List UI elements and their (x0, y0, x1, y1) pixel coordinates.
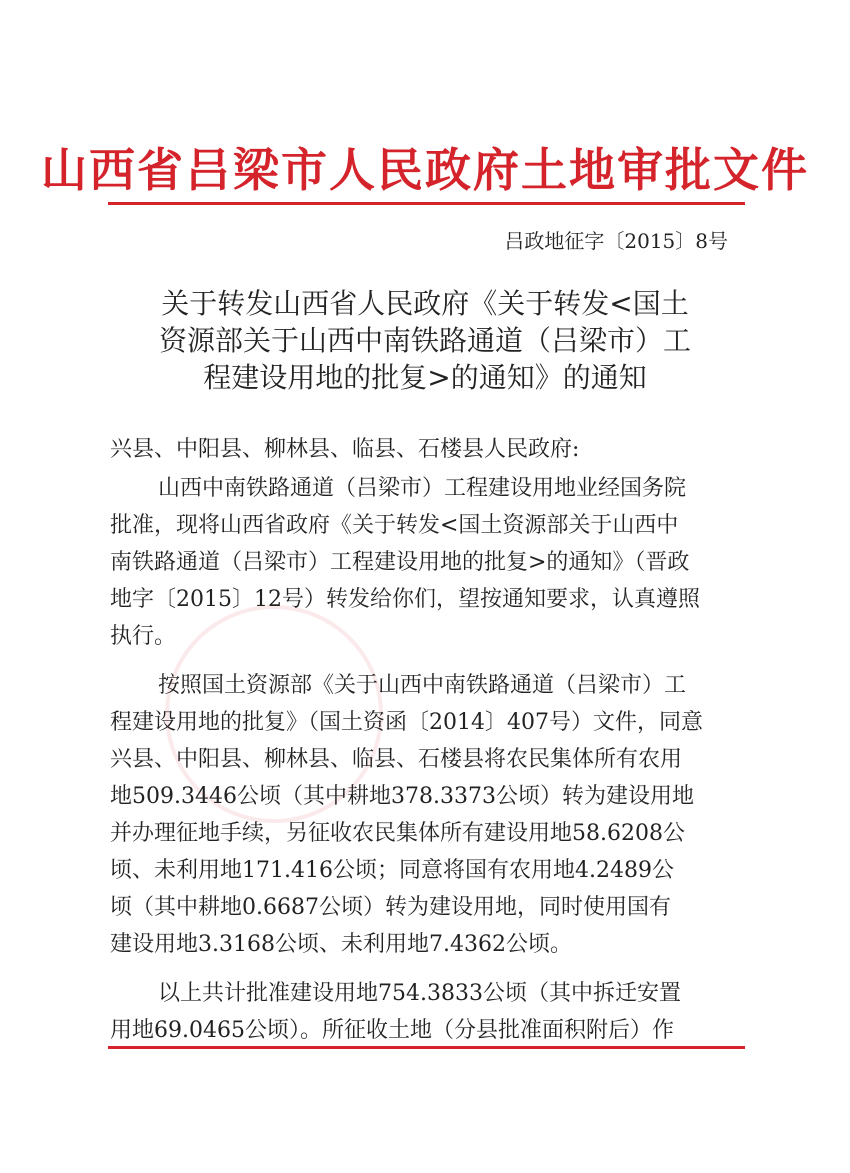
body-line: 兴县、中阳县、柳林县、临县、石楼县将农民集体所有农用 (110, 747, 683, 772)
body-line: 顷、未利用地171.416公顷；同意将国有农用地4.2489公 (110, 858, 674, 883)
body-line: 地509.3446公顷（其中耕地378.3373公顷）转为建设用地 (110, 784, 694, 809)
subject-line: 资源部关于山西中南铁路通道（吕梁市）工 (158, 324, 691, 357)
body-line: 批准，现将山西省政府《关于转发<国土资源部关于山西中 (110, 513, 679, 538)
document-header-title: 山西省吕梁市人民政府土地审批文件 (41, 143, 809, 197)
document-body (110, 470, 740, 1061)
body-line: 执行。 (110, 624, 177, 649)
footer-red-rule (108, 1046, 745, 1049)
body-line: 建设用地3.3168公顷、未利用地7.4362公顷。 (110, 932, 572, 957)
body-line: 南铁路通道（吕梁市）工程建设用地的批复>的通知》（晋政 (110, 550, 690, 575)
body-line: 山西中南铁路通道（吕梁市）工程建设用地业经国务院 (158, 476, 687, 501)
document-number: 吕政地征字〔2015〕8号 (504, 229, 728, 253)
body-line: 程建设用地的批复》（国土资函〔2014〕407号）文件，同意 (110, 710, 703, 735)
header-red-rule (108, 202, 745, 205)
body-line: 以上共计批准建设用地754.3833公顷（其中拆迁安置 (158, 981, 681, 1006)
body-paragraph-1 (110, 470, 740, 655)
subject-line: 程建设用地的批复>的通知》的通知 (203, 361, 647, 394)
body-paragraph-3 (110, 975, 740, 1049)
body-line: 地字〔2015〕12号）转发给你们，望按通知要求，认真遵照 (110, 587, 700, 612)
salutation: 兴县、中阳县、柳林县、临县、石楼县人民政府: (110, 437, 580, 462)
body-line: 顷（其中耕地0.6687公顷）转为建设用地，同时使用国有 (110, 895, 671, 920)
document-subject (110, 285, 740, 396)
body-line: 按照国土资源部《关于山西中南铁路通道（吕梁市）工 (158, 673, 687, 698)
body-line: 用地69.0465公顷）。所征收土地（分县批准面积附后）作 (110, 1018, 674, 1043)
subject-line: 关于转发山西省人民政府《关于转发<国土 (161, 287, 689, 320)
body-paragraph-2 (110, 667, 740, 963)
body-line: 并办理征地手续，另征收农民集体所有建设用地58.6208公 (110, 821, 685, 846)
